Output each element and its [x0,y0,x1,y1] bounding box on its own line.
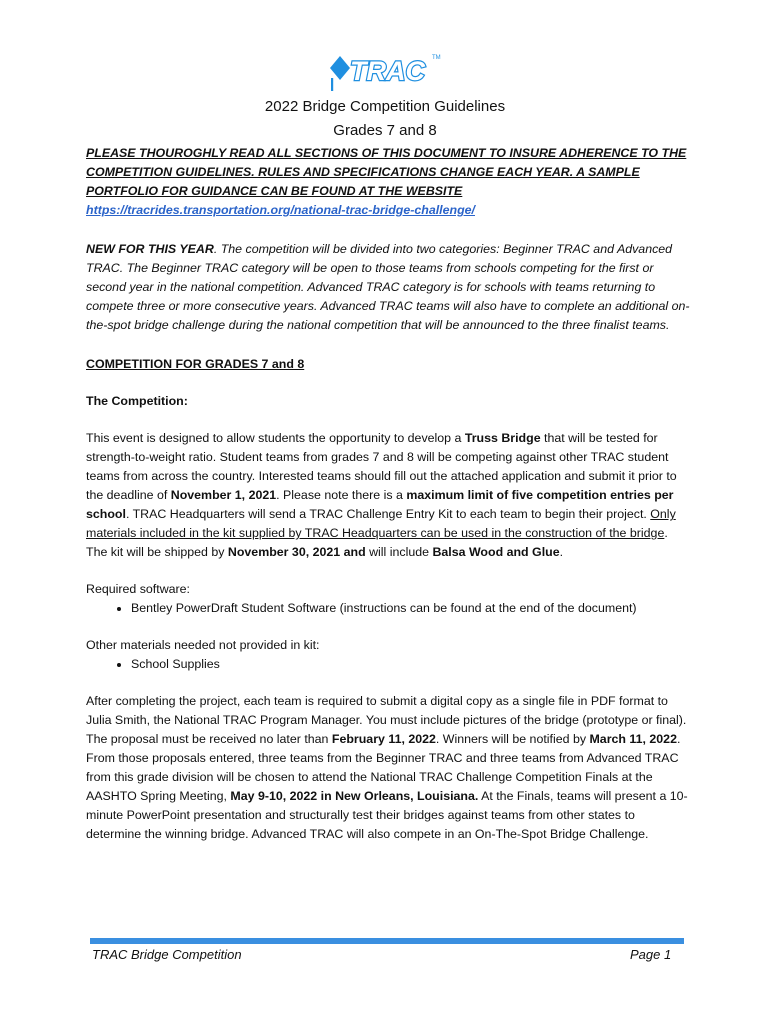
list-item: • School Supplies [131,655,690,674]
document-subtitle: Grades 7 and 8 [333,122,437,139]
document-body [86,144,690,844]
software-label: Required software: [86,582,190,596]
notification-date: March 11, 2022 [589,732,677,746]
text-run: . From those proposals entered, three teams from the Beginner TRAC and three teams from Advanced TRAC from this grade division will be chosen to attend the National TRAC Challenge Competition Finals at the AASHTO Spring Meeting, [86,732,681,803]
competition-heading: The Competition: [86,394,188,408]
logo-post [331,78,333,91]
software-list [86,599,690,618]
text-run: . Winners will be notified by [435,732,590,746]
page-number: Page 1 [630,947,672,962]
logo-diamond-icon [330,56,350,80]
new-for-year-text: . The competition will be divided into two categories: Beginner TRAC and Advanced TRAC. The Beginner TRAC category will be open to those teams from schools competing for the first or second year in the national competition. Advanced TRAC category is for schools with teams returning to compete three or more consecutive years. Advanced TRAC teams will also have to complete an additional on-the-spot bridge challenge during the national competition that will be announced to the three finalist teams. [86,242,690,332]
logo-trademark: TM [432,55,441,61]
text-run: . Please note there is a [276,488,407,502]
section-heading: COMPETITION FOR GRADES 7 and 8 [86,357,305,371]
logo-text: TRAC [350,56,425,86]
truss-bridge-text: Truss Bridge [464,431,541,445]
text-run: At the Finals, teams will present a 10-minute PowerPoint presentation and structurally test their bridges against teams from other states to determine the winning bridge. Advanced TRAC will also compete in an On-The-Spot Bridge Challenge. [86,789,688,841]
warning-paragraph [86,144,690,220]
materials-label: Other materials needed not provided in kit: [86,638,320,652]
text-run: This event is designed to allow students the opportunity to develop a [86,431,465,445]
list-item: • Bentley PowerDraft Student Software (instructions can be found at the end of the document) [131,599,690,618]
ship-date: November 30, 2021 and [227,545,366,559]
new-for-year-paragraph [86,240,690,335]
finals-date-location: May 9-10, 2022 in New Orleans, Louisiana. [230,789,479,803]
submission-paragraph [86,692,690,844]
text-run: After completing the project, each team is required to submit a digital copy as a single file in PDF format to Julia Smith, the National TRAC Program Manager. You must include pictures of the bridge (prototype or final). The proposal must be received no later than [86,694,687,746]
materials-rule-text: Only materials included in the kit supplied by TRAC Headquarters can be used in the construction of the bridge [86,507,676,540]
text-run: . The kit will be shipped by [86,526,668,559]
materials-list [86,655,690,674]
new-for-year-lead: NEW FOR THIS YEAR [86,242,214,256]
website-link[interactable]: https://tracrides.transportation.org/national-trac-bridge-challenge/ [86,203,475,217]
proposal-deadline: February 11, 2022 [331,732,436,746]
competition-paragraph [86,429,690,562]
footer-title: TRAC Bridge Competition [92,947,242,962]
warning-text: PLEASE THOUROGHLY READ ALL SECTIONS OF THIS DOCUMENT TO INSURE ADHERENCE TO THE COMPETITION GUIDELINES. RULES AND SPECIFICATIONS CHANGE EACH YEAR. A SAMPLE PORTFOLIO FOR GUIDANCE CAN BE FOUND AT THE WEBSITE [86,146,687,198]
kit-contents: Balsa Wood and Glue [432,545,560,559]
application-deadline: November 1, 2021 [170,488,277,502]
document-title: 2022 Bridge Competition Guidelines [264,98,506,115]
footer-rule [90,938,684,944]
text-run: that will be tested for strength-to-weight ratio. Student teams from grades 7 and 8 will be competing against other TRAC student teams from across the country. Interested teams should fill out the attached application and submit it prior to the deadline of [86,431,677,502]
entry-limit-text: maximum limit of five competition entries per school [86,488,674,521]
text-run: . TRAC Headquarters will send a TRAC Challenge Entry Kit to each team to begin their project. [125,507,651,521]
text-run: . [559,545,564,559]
text-run: will include [365,545,433,559]
trac-logo [326,50,444,92]
